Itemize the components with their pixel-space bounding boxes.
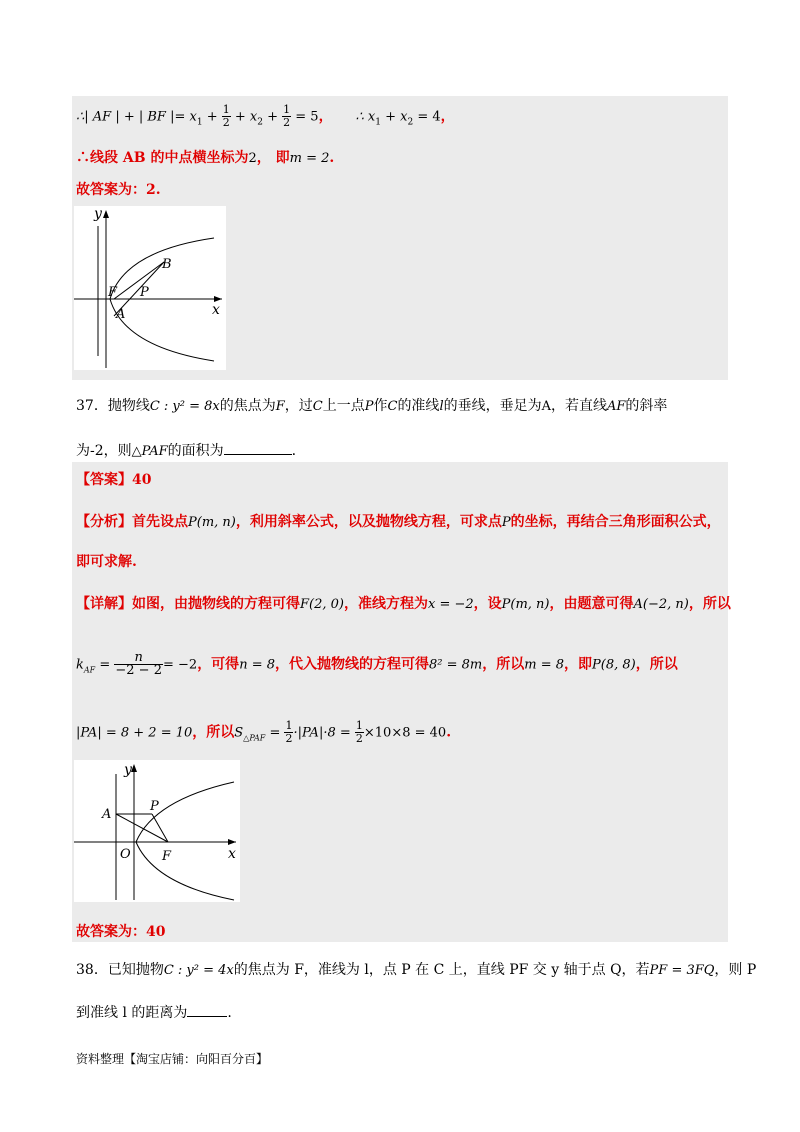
point-a-label: A bbox=[116, 307, 126, 322]
analysis-line-2: 即可求解. bbox=[76, 554, 137, 570]
point-p-label: P bbox=[140, 285, 149, 300]
y-axis-label-2: y bbox=[124, 762, 132, 778]
analysis-line-1: 【分析】首先设点P(m, n)，利用斜率公式，以及抛物线方程，可求点P的坐标，再结合三角形面积公式， bbox=[76, 514, 721, 530]
y-axis-label: y bbox=[94, 206, 102, 222]
point-f-label-2: F bbox=[162, 849, 172, 864]
page-footer: 资料整理【淘宝店铺：向阳百分百】 bbox=[76, 1052, 269, 1066]
point-a-label-2: A bbox=[102, 807, 112, 822]
point-p-label-2: P bbox=[150, 799, 159, 814]
question-37-line-1: 37．抛物线C : y² = 8x的焦点为F，过C上一点P作C的准线l的垂线，垂足为A，若直线AF的斜率 bbox=[76, 398, 668, 414]
answer-blank-38[interactable] bbox=[187, 1002, 227, 1017]
parabola-figure-1 bbox=[74, 206, 226, 370]
point-f-label: F bbox=[108, 285, 118, 300]
answer-tag-37: 【答案】40 bbox=[76, 472, 152, 488]
question-38-line-1: 38．已知抛物C : y² = 4x的焦点为 F，准线为 l，点 P 在 C 上，直线 PF 交 y 轴于点 Q，若PF = 3FQ，则 P bbox=[76, 962, 757, 978]
answer-line-1: 故答案为：2. bbox=[76, 182, 161, 198]
detail-line-1: 【详解】如图，由抛物线的方程可得F(2, 0)，准线方程为x = −2，设P(m, n)，由题意可得A(−2, n)，所以 bbox=[76, 596, 731, 612]
x-axis-label: x bbox=[212, 302, 220, 318]
answer-line-2: 故答案为：40 bbox=[76, 924, 166, 940]
detail-line-3: |PA| = 8 + 2 = 10，所以$S_{\triangle PAF}$ = $\frac{1}{2}$ ·|PA|·8 = $\frac{1}{2}$ ×10×8 = 40. bbox=[76, 719, 452, 745]
x-axis-label-2: x bbox=[228, 846, 236, 862]
solution-line-1: ∴| AF | + | BF |= $x_1$ + $\frac{1}{2}$ + $x_2$ + $\frac{1}{2}$ = 5， ∴ $x_1 + x_2 = 4$， bbox=[76, 103, 455, 129]
point-o-label-2: O bbox=[120, 847, 131, 862]
point-b-label: B bbox=[162, 257, 172, 272]
detail-line-2: $k_{AF}$ = $\frac{n}{-2 - 2}$ = −2，可得n = 8，代入抛物线的方程可得8² = 8m，所以m = 8，即P(8, 8)，所以 bbox=[76, 650, 678, 678]
parabola-figure-2 bbox=[74, 760, 240, 902]
question-38-line-2: 到准线 l 的距离为 . bbox=[76, 1002, 232, 1023]
answer-blank-37[interactable] bbox=[224, 440, 292, 455]
question-37-line-2: 为-2，则△PAF的面积为 . bbox=[76, 440, 296, 462]
solution-line-2: ∴线段 AB 的中点横坐标为2， 即m = 2. bbox=[76, 150, 335, 166]
